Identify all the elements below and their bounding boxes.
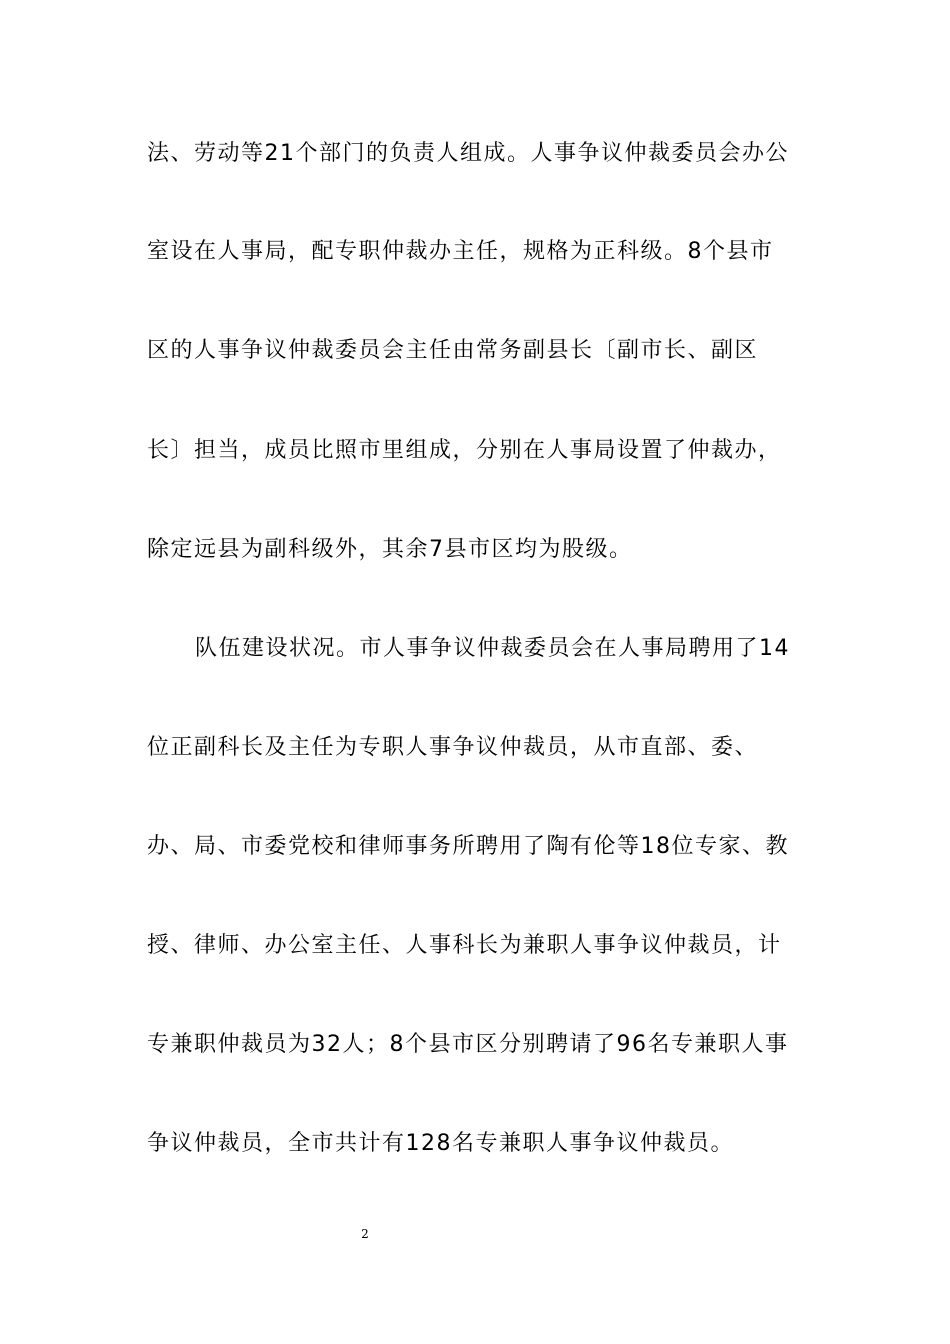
- page-number: 2: [361, 1227, 369, 1241]
- text-line: 办、局、市委党校和律师事务所聘用了陶有伦等18位专家、教: [147, 834, 789, 859]
- text-line: 除定远县为副科级外，其余7县市区均为股级。: [147, 537, 633, 562]
- text-line: 专兼职仲裁员为32人；8个县市区分别聘请了96名专兼职人事: [147, 1032, 789, 1057]
- text-line: 授、律师、办公室主任、人事科长为兼职人事争议仲裁员，计: [147, 933, 782, 958]
- text-line: 位正副科长及主任为专职人事争议仲裁员，从市直部、委、: [147, 735, 759, 760]
- text-line: 室设在人事局，配专职仲裁办主任，规格为正科级。8个县市: [147, 239, 774, 264]
- text-line: 争议仲裁员，全市共计有128名专兼职人事争议仲裁员。: [147, 1131, 734, 1156]
- text-line: 队伍建设状况。市人事争议仲裁委员会在人事局聘用了14: [195, 636, 790, 661]
- text-line: 法、劳动等21个部门的负责人组成。人事争议仲裁委员会办公: [147, 141, 789, 166]
- text-line: 长〕担当，成员比照市里组成，分别在人事局设置了仲裁办，: [147, 438, 782, 463]
- text-line: 区的人事争议仲裁委员会主任由常务副县长〔副市长、副区: [147, 338, 759, 363]
